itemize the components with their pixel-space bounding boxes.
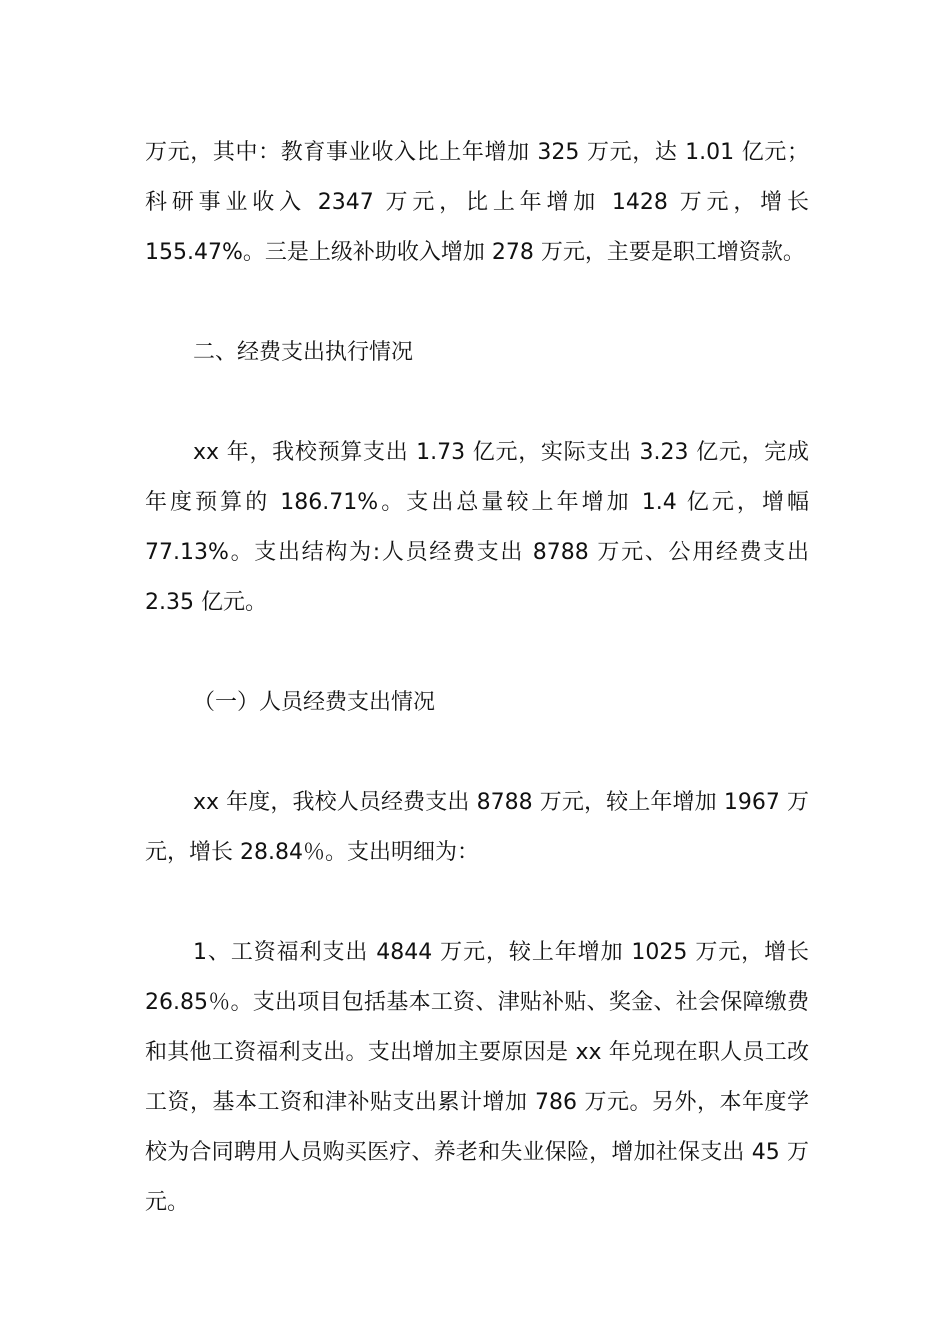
paragraph-gap [145, 728, 809, 778]
paragraph-income-detail: 万元，其中：教育事业收入比上年增加 325 万元，达 1.01 亿元；科研事业收入 2347 万元，比上年增加 1428 万元，增长 155.47%。三是上级补助收入增加 278 万元，主要是职工增资款。 [145, 140, 809, 265]
paragraph-gap [145, 628, 809, 678]
subsection-heading-personnel: （一）人员经费支出情况 [193, 690, 436, 715]
paragraph-expenditure-summary: xx 年，我校预算支出 1.73 亿元，实际支出 3.23 亿元，完成年度预算的 186.71%。支出总量较上年增加 1.4 亿元，增幅 77.13%。支出结构为:人员经费支出 8788 万元、公用经费支出 2.35 亿元。 [145, 440, 809, 615]
section-heading-expenditure: 二、经费支出执行情况 [193, 340, 414, 365]
paragraph-gap [145, 278, 809, 328]
paragraph-gap [145, 878, 809, 928]
document-page [145, 128, 809, 1228]
paragraph-salary-welfare: 1、工资福利支出 4844 万元，较上年增加 1025 万元，增长 26.85％。支出项目包括基本工资、津贴补贴、奖金、社会保障缴费和其他工资福利支出。支出增加主要原因是 xx 年兑现在职人员工改工资，基本工资和津补贴支出累计增加 786 万元。另外，本年度学校为合同聘用人员购买医疗、养老和失业保险，增加社保支出 45 万元。 [145, 940, 809, 1215]
paragraph-personnel-expenditure: xx 年度，我校人员经费支出 8788 万元，较上年增加 1967 万元，增长 28.84％。支出明细为： [145, 790, 809, 865]
paragraph-gap [145, 378, 809, 428]
